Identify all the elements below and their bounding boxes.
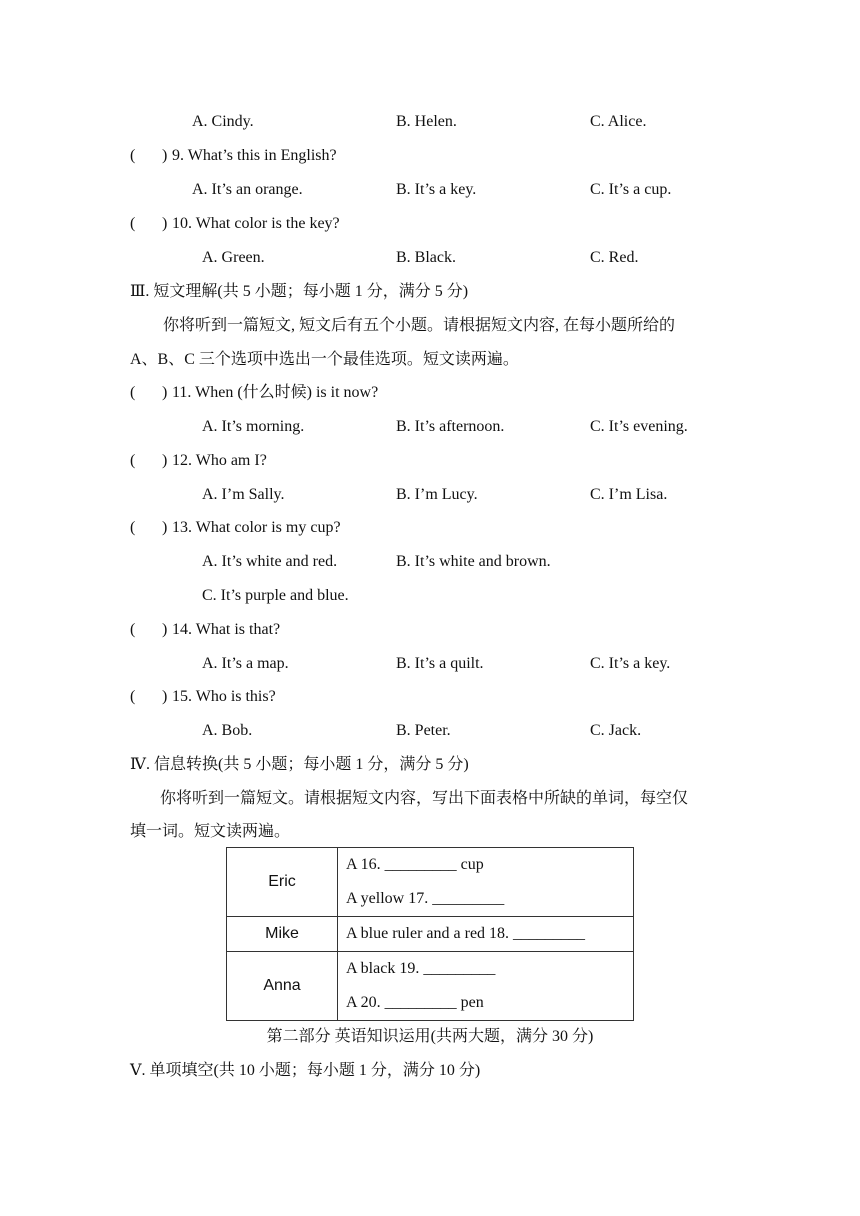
row-content-cell [338, 917, 634, 952]
answer-blank-open: ( [130, 688, 136, 705]
info-table [226, 847, 634, 1021]
fill-blank-line: A black 19. _________ [346, 960, 496, 977]
answer-blank-open: ( [130, 452, 136, 469]
answer-blank-open: ( [130, 147, 136, 164]
option-c: C. Jack. [590, 722, 642, 739]
option-b: B. It’s white and brown. [396, 553, 551, 570]
option-b: B. It’s a key. [396, 181, 477, 198]
question-text: 15. Who is this? [172, 688, 276, 705]
option-b: B. Helen. [396, 113, 457, 130]
option-a: A. It’s an orange. [192, 181, 303, 198]
row-content-cell [338, 848, 634, 917]
part-2-heading: 第二部分 英语知识运用(共两大题，满分 30 分) [266, 1028, 594, 1045]
option-c: C. It’s evening. [590, 418, 688, 435]
answer-blank-open: ( [130, 621, 136, 638]
section-3-instructions-line2: A、B、C 三个选项中选出一个最佳选项。短文读两遍。 [130, 351, 519, 368]
answer-blank-close: ) [162, 452, 168, 469]
option-c: C. I’m Lisa. [590, 486, 668, 503]
option-a: A. It’s white and red. [202, 553, 338, 570]
option-c: C. It’s purple and blue. [202, 587, 349, 604]
option-b: B. It’s a quilt. [396, 655, 484, 672]
row-name-cell: Mike [227, 917, 338, 952]
answer-blank-open: ( [130, 384, 136, 401]
question-text: 9. What’s this in English? [172, 147, 337, 164]
section-4-instructions-line1: 你将听到一篇短文。请根据短文内容，写出下面表格中所缺的单词，每空仅 [160, 790, 689, 807]
option-a: A. Bob. [202, 722, 253, 739]
answer-blank-open: ( [130, 215, 136, 232]
row-name-cell: Anna [227, 952, 338, 1021]
question-text: 11. When (什么时候) is it now? [172, 384, 379, 401]
option-c: C. Red. [590, 249, 639, 266]
option-b: B. Peter. [396, 722, 451, 739]
table-row [227, 917, 634, 952]
answer-blank-close: ) [162, 621, 168, 638]
option-a: A. It’s a map. [202, 655, 289, 672]
option-a: A. It’s morning. [202, 418, 305, 435]
option-c: C. Alice. [590, 113, 647, 130]
row-content-cell [338, 952, 634, 1021]
question-text: 10. What color is the key? [172, 215, 340, 232]
fill-blank-line: A blue ruler and a red 18. _________ [346, 925, 586, 942]
option-a: A. Green. [202, 249, 265, 266]
fill-blank-line: A 16. _________ cup [346, 856, 484, 873]
option-a: A. I’m Sally. [202, 486, 285, 503]
answer-blank-close: ) [162, 384, 168, 401]
option-b: B. It’s afternoon. [396, 418, 505, 435]
section-4-heading: Ⅳ. 信息转换(共 5 小题；每小题 1 分，满分 5 分) [130, 756, 469, 773]
answer-blank-close: ) [162, 147, 168, 164]
section-3-heading: Ⅲ. 短文理解(共 5 小题；每小题 1 分，满分 5 分) [130, 283, 469, 300]
option-b: B. Black. [396, 249, 456, 266]
table-row [227, 952, 634, 1021]
option-c: C. It’s a cup. [590, 181, 672, 198]
answer-blank-close: ) [162, 215, 168, 232]
option-b: B. I’m Lucy. [396, 486, 478, 503]
fill-blank-line: A yellow 17. _________ [346, 890, 505, 907]
section-5-heading: Ⅴ. 单项填空(共 10 小题；每小题 1 分，满分 10 分) [130, 1062, 481, 1079]
row-name-cell: Eric [227, 848, 338, 917]
answer-blank-open: ( [130, 519, 136, 536]
question-text: 14. What is that? [172, 621, 281, 638]
option-a: A. Cindy. [192, 113, 254, 130]
option-c: C. It’s a key. [590, 655, 671, 672]
section-3-instructions-line1: 你将听到一篇短文, 短文后有五个小题。请根据短文内容, 在每小题所给的 [163, 317, 676, 334]
question-text: 12. Who am I? [172, 452, 267, 469]
table-row [227, 848, 634, 917]
fill-blank-line: A 20. _________ pen [346, 994, 484, 1011]
question-text: 13. What color is my cup? [172, 519, 341, 536]
answer-blank-close: ) [162, 688, 168, 705]
section-4-instructions-line2: 填一词。短文读两遍。 [130, 823, 291, 840]
answer-blank-close: ) [162, 519, 168, 536]
